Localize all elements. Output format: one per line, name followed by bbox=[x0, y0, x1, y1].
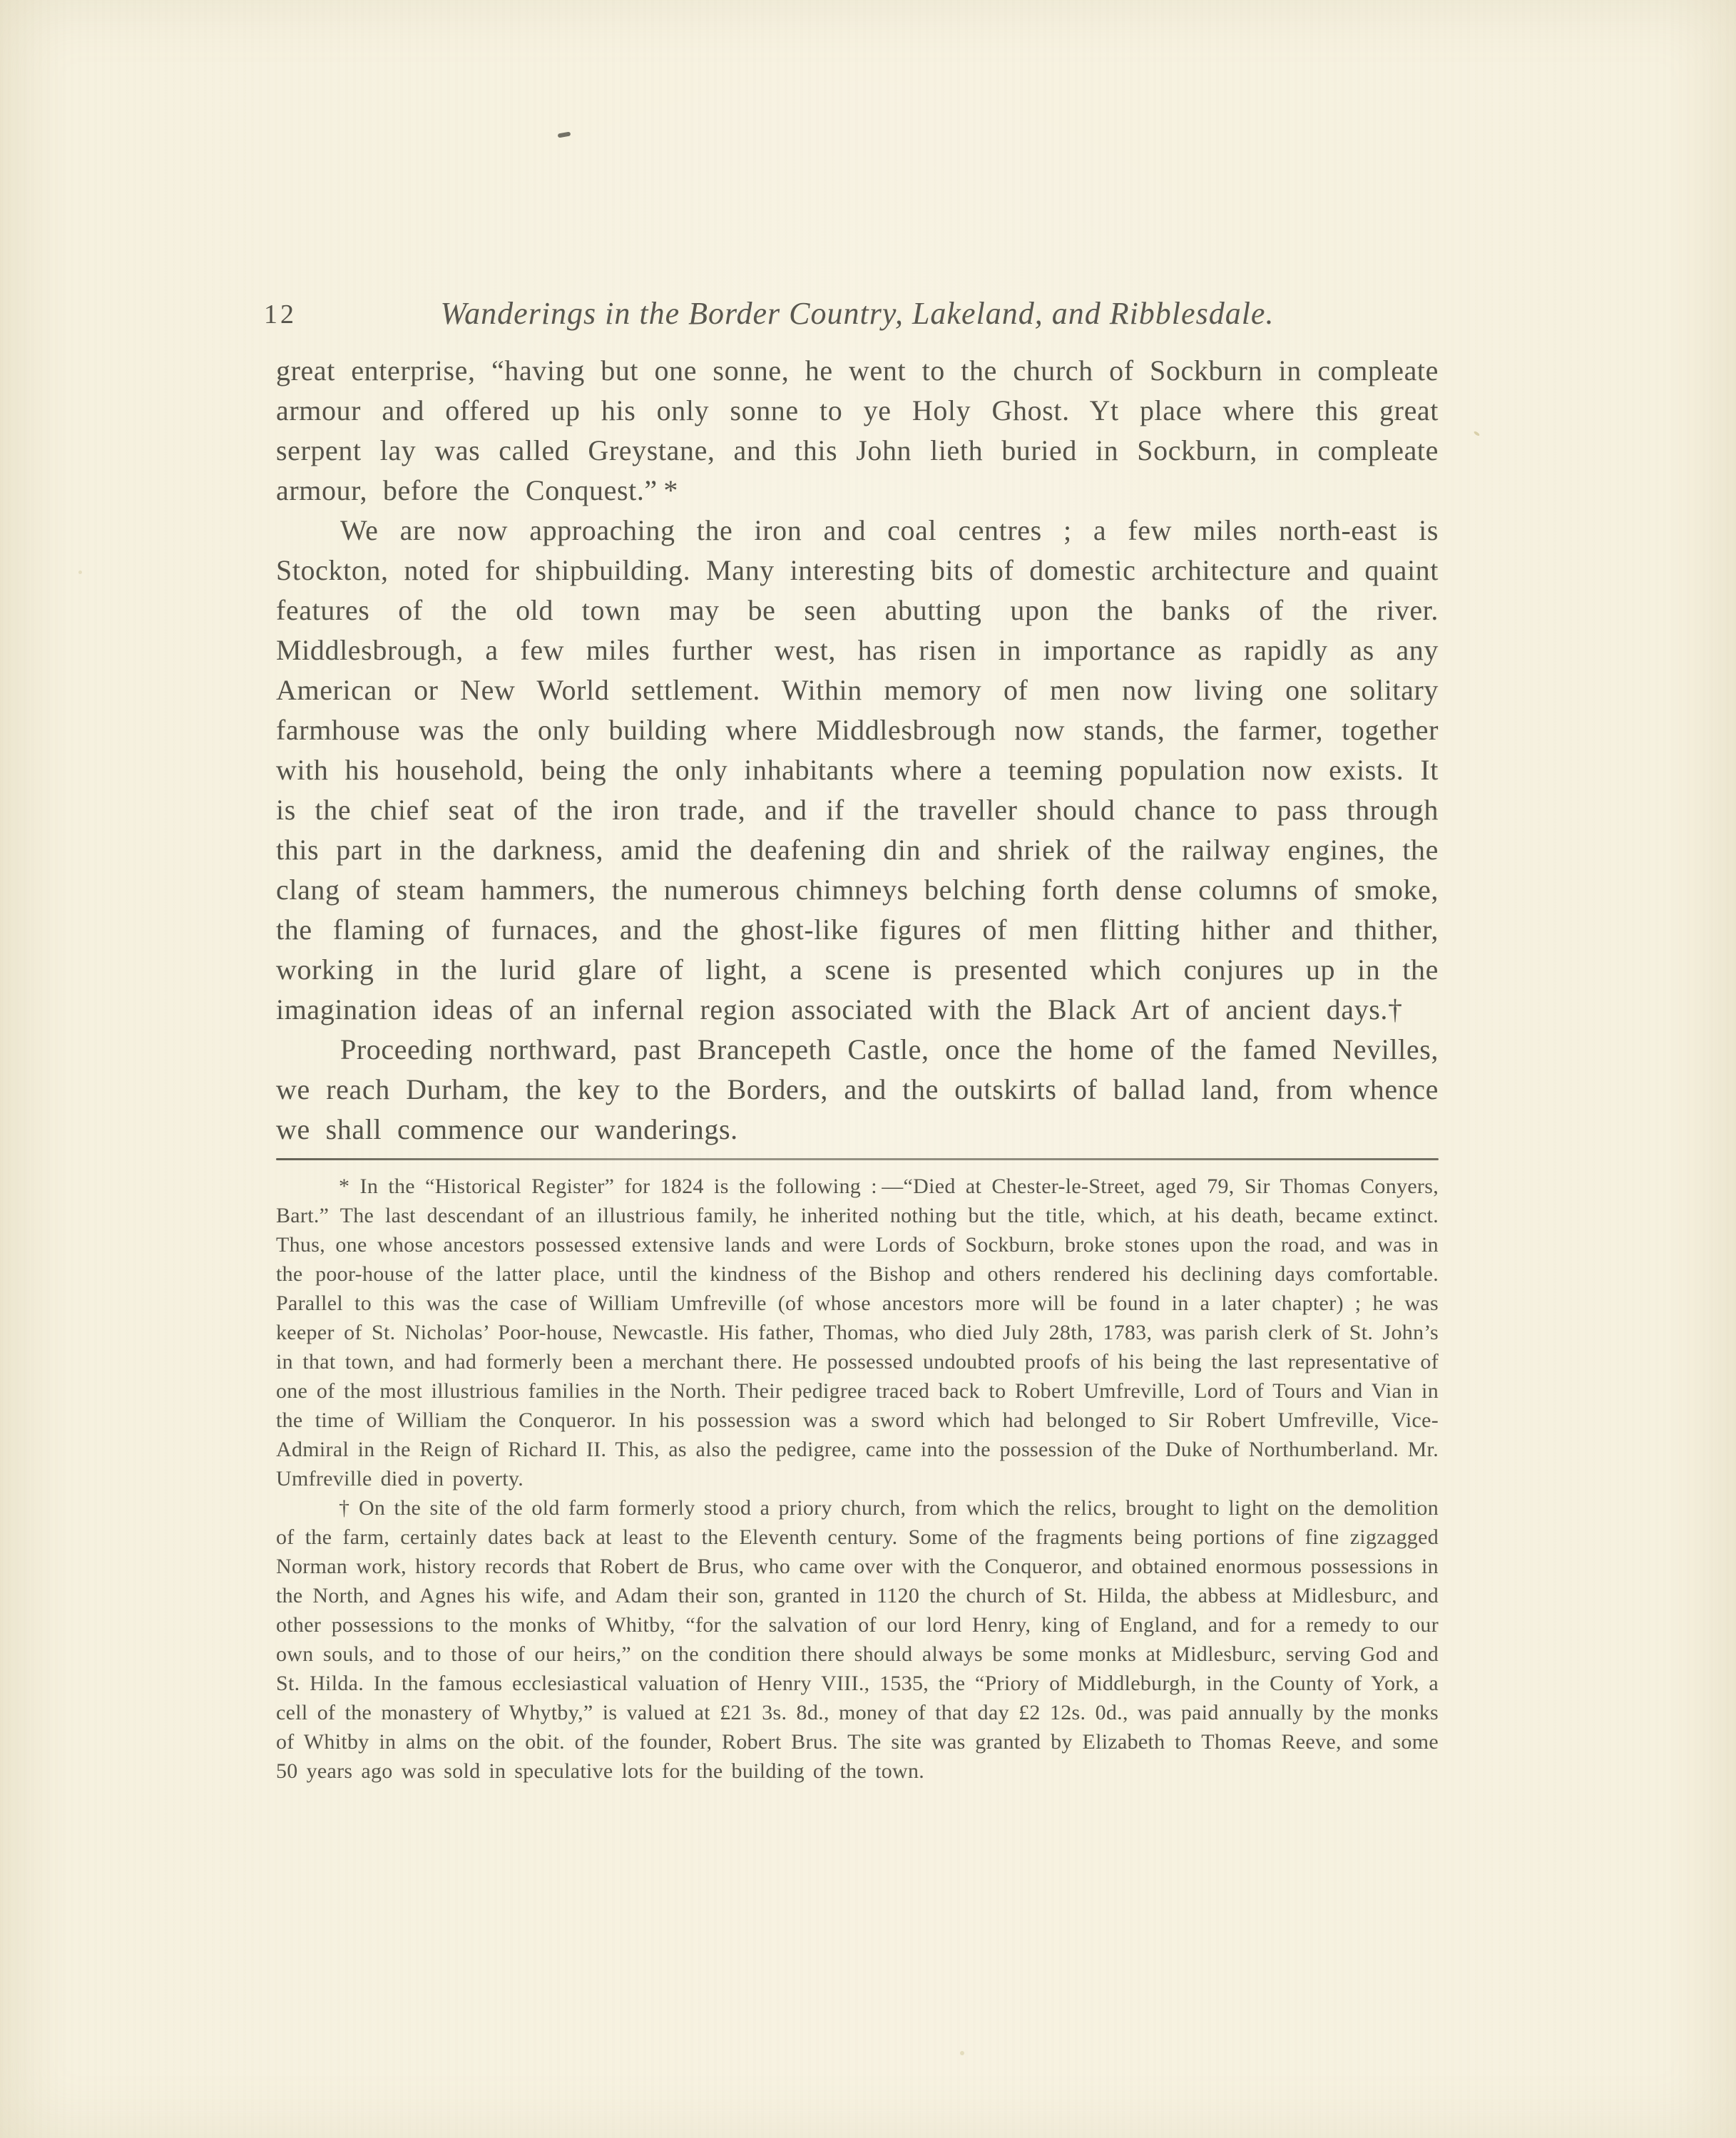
footnotes bbox=[276, 1172, 1439, 1786]
footnote-asterisk bbox=[276, 1172, 1439, 1493]
footnote-separator-rule bbox=[276, 1158, 1439, 1160]
paper-speck bbox=[78, 571, 82, 574]
footnote-text: In the “Historical Register” for 1824 is the following : —“Died at Chester-le-Street, aged 79, Sir Thomas Conyers, Bart.” The last descendant of an illustrious family, he inherited nothing but the title, which, at his death, became extinct. Thus, one whose ancestors possessed extensive lands and were Lords of Sockburn, broke stones upon the road, and was in the poor-house of the latter place, until the kindness of the Bishop and others rendered his declining days comfortable. Parallel to this was the case of William Umfreville (of whose ancestors more will be found in a later chapter) ; he was keeper of St. Nicholas’ Poor-house, Newcastle. His father, Thomas, who died July 28th, 1783, was parish clerk of St. John’s in that town, and had formerly been a merchant there. He possessed undoubted proofs of his being the last representative of one of the most illustrious families in the North. Their pedigree traced back to Robert Umfreville, Lord of Tours and Vian in the time of William the Conqueror. In his possession was a sword which had belonged to Sir Robert Umfreville, Vice-Admiral in the Reign of Richard II. This, as also the pedigree, came into the possession of the Duke of Northumberland. Mr. Umfreville died in poverty. bbox=[276, 1175, 1439, 1490]
body-paragraph-continuation: great enterprise, “having but one sonne, he went to the church of Sockburn in compleate armour and offered up his only sonne to ye Holy Ghost. Yt place where this great serpent lay was called Greystane, and this John lieth buried in Sockburn, in compleate armour, before the Conquest.” * bbox=[276, 354, 1439, 506]
page-number: 12 bbox=[264, 300, 297, 329]
footnote-marker: † bbox=[339, 1496, 350, 1520]
running-title: Wanderings in the Border Country, Lakeland, and Ribblesdale. bbox=[440, 296, 1275, 331]
body-paragraph: We are now approaching the iron and coal centres ; a few miles north-east is Stockton, noted for shipbuilding. Many interesting bits of domestic architecture and quaint features of the old town may be seen abutting upon the banks of the river. Middlesbrough, a few miles further west, has risen in importance as rapidly as any American or New World settlement. Within memory of men now living one solitary farmhouse was the only building where Middlesbrough now stands, the farmer, together with his household, being the only inhabitants where a teeming population now exists. It is the chief seat of the iron trade, and if the traveller should chance to pass through this part in the darkness, amid the deafening din and shriek of the railway engines, the clang of steam hammers, the numerous chimneys belching forth dense columns of smoke, the flaming of furnaces, and the ghost-like figures of men flitting hither and thither, working in the lurid glare of light, a scene is presented which conjures up in the imagination ideas of an infernal region associated with the Black Art of ancient days.† bbox=[276, 514, 1439, 1025]
footnote-text: On the site of the old farm formerly stood a priory church, from which the relics, brought to light on the demolition of the farm, certainly dates back at least to the Eleventh century. Some of the fragments being portions of fine zigzagged Norman work, history records that Robert de Brus, who came over with the Conqueror, and obtained enormous possessions in the North, and Agnes his wife, and Adam their son, granted in 1120 the church of St. Hilda, the abbess at Midlesburc, and other possessions to the monks of Whitby, “for the salvation of our lord Henry, king of England, and for a remedy to our own souls, and to those of our heirs,” on the condition there should always be some monks at Midlesburc, serving God and St. Hilda. In the famous ecclesiastical valuation of Henry VIII., 1535, the “Priory of Middleburgh, in the County of York, a cell of the monastery of Whytby,” is valued at £21 3s. 8d., money of that day £2 12s. 0d., was paid annually by the monks of Whitby in alms on the obit. of the founder, Robert Brus. The site was granted by Elizabeth to Thomas Reeve, and some 50 years ago was sold in speculative lots for the building of the town. bbox=[276, 1496, 1439, 1783]
paper-speck bbox=[1474, 431, 1481, 436]
footnote-marker: * bbox=[339, 1175, 350, 1198]
paper-speck bbox=[960, 2051, 964, 2055]
page-body bbox=[276, 351, 1439, 1150]
body-paragraph: Proceeding northward, past Brancepeth Castle, once the home of the famed Nevilles, we reach Durham, the key to the Borders, and the outskirts of ballad land, from whence we shall commence our wanderings. bbox=[276, 1033, 1439, 1145]
footnote-dagger bbox=[276, 1493, 1439, 1786]
page-header bbox=[264, 0, 1439, 332]
